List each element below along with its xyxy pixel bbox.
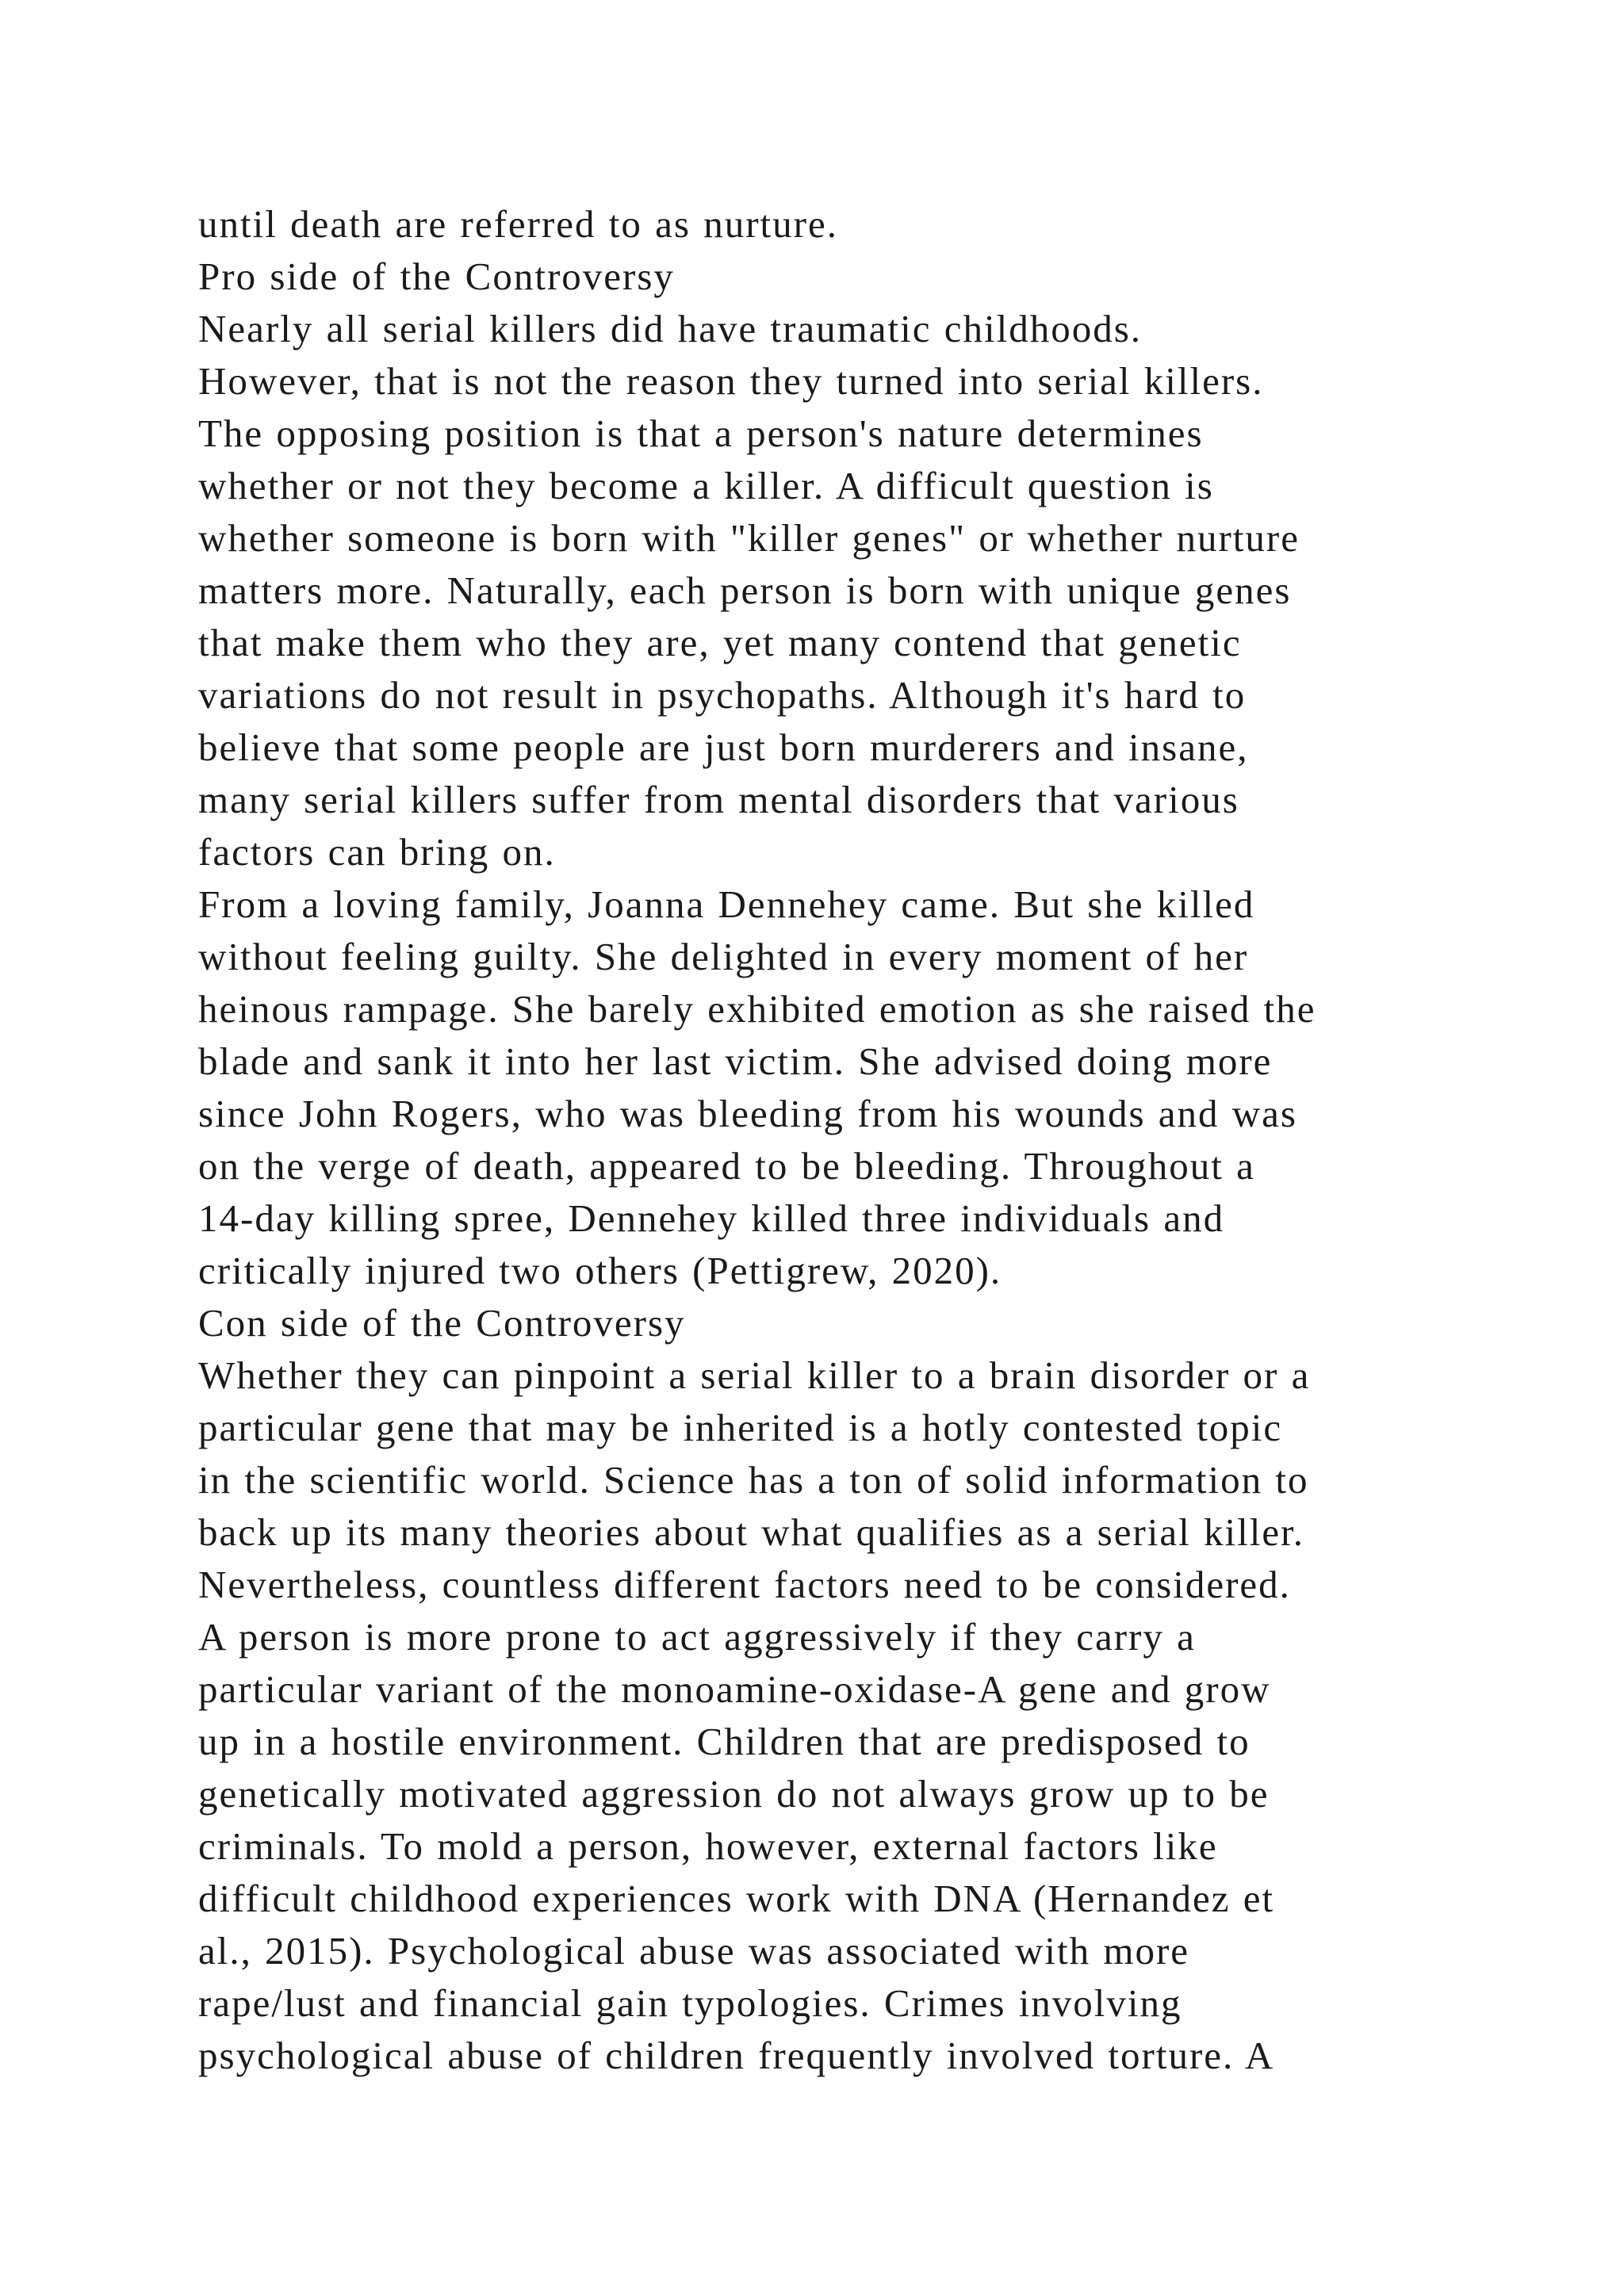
text-line: 14-day killing spree, Dennehey killed three individuals and: [198, 1196, 1225, 1240]
text-line: Nevertheless, countless different factors need to be considered.: [198, 1563, 1291, 1606]
text-line: whether or not they become a killer. A difficult question is: [198, 464, 1214, 507]
section-heading-pro: Pro side of the Controversy: [198, 254, 675, 298]
text-line: on the verge of death, appeared to be bleeding. Throughout a: [198, 1144, 1255, 1188]
text-line: in the scientific world. Science has a ton of solid information to: [198, 1458, 1309, 1502]
text-line: without feeling guilty. She delighted in every moment of her: [198, 935, 1249, 978]
text-line: since John Rogers, who was bleeding from his wounds and was: [198, 1092, 1297, 1135]
text-line: A person is more prone to act aggressively if they carry a: [198, 1615, 1196, 1659]
text-line: al., 2015). Psychological abuse was associated with more: [198, 1929, 1190, 1973]
text-line: until death are referred to as nurture.: [198, 202, 838, 246]
text-line: that make them who they are, yet many contend that genetic: [198, 621, 1242, 664]
text-line: rape/lust and financial gain typologies. Crimes involving: [198, 1981, 1182, 2025]
text-line: variations do not result in psychopaths. Although it's hard to: [198, 673, 1247, 717]
text-line: heinous rampage. She barely exhibited emotion as she raised the: [198, 987, 1316, 1031]
text-line: up in a hostile environment. Children that are predisposed to: [198, 1720, 1251, 1763]
body-text: [198, 198, 1435, 2082]
text-line: Whether they can pinpoint a serial killer to a brain disorder or a: [198, 1353, 1311, 1397]
text-line: Nearly all serial killers did have traumatic childhoods.: [198, 307, 1143, 350]
text-line: psychological abuse of children frequently involved torture. A: [198, 2034, 1275, 2077]
text-line: genetically motivated aggression do not always grow up to be: [198, 1772, 1270, 1816]
text-line: believe that some people are just born murderers and insane,: [198, 725, 1249, 769]
text-line: matters more. Naturally, each person is born with unique genes: [198, 568, 1292, 612]
text-line: many serial killers suffer from mental disorders that various: [198, 778, 1239, 821]
text-line: particular variant of the monoamine-oxidase-A gene and grow: [198, 1667, 1271, 1711]
text-line: difficult childhood experiences work with DNA (Hernandez et: [198, 1877, 1275, 1920]
text-line: criminals. To mold a person, however, external factors like: [198, 1824, 1218, 1868]
text-line: The opposing position is that a person's nature determines: [198, 411, 1204, 455]
text-line: factors can bring on.: [198, 830, 556, 874]
text-line: back up its many theories about what qualifies as a serial killer.: [198, 1510, 1304, 1554]
text-line: From a loving family, Joanna Dennehey came. But she killed: [198, 882, 1255, 926]
text-line: whether someone is born with "killer genes" or whether nurture: [198, 516, 1300, 560]
section-heading-con: Con side of the Controversy: [198, 1301, 686, 1345]
text-line: However, that is not the reason they turned into serial killers.: [198, 359, 1264, 403]
text-line: blade and sank it into her last victim. She advised doing more: [198, 1039, 1273, 1083]
text-line: critically injured two others (Pettigrew, 2020).: [198, 1249, 1002, 1292]
text-line: particular gene that may be inherited is a hotly contested topic: [198, 1406, 1283, 1449]
